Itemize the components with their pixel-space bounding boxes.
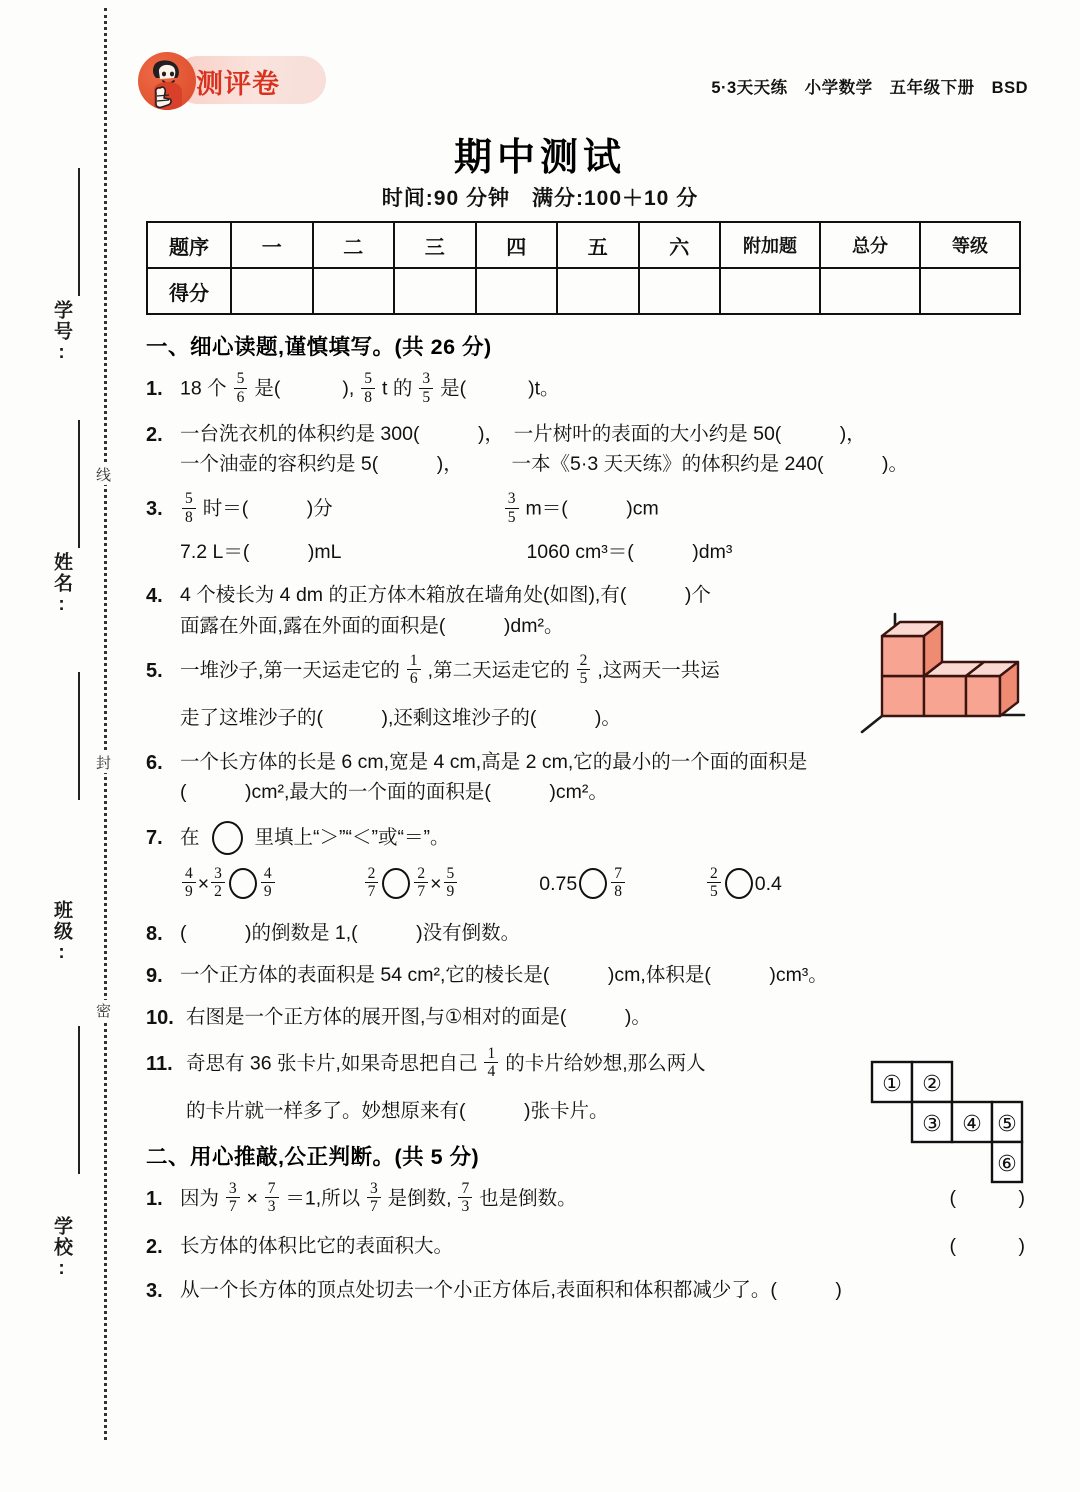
q3-part-c: 7.2 L＝( )mL	[180, 541, 342, 564]
fraction: $\frac{7}{3}$	[265, 1181, 279, 1215]
fraction: $\frac{5}{6}$	[234, 371, 248, 405]
margin-label-student-id: 学号:	[51, 300, 72, 365]
svg-text:①: ①	[882, 1072, 902, 1097]
q1-text-d: t 的	[382, 377, 413, 400]
write-line-4	[78, 1026, 80, 1174]
write-line-3	[78, 672, 80, 800]
operator: ×	[197, 873, 210, 896]
score-cell-2[interactable]	[313, 268, 395, 314]
fraction: $\frac{3}{5}$	[505, 491, 519, 525]
fraction: $\frac{3}{7}$	[367, 1181, 381, 1215]
score-table	[146, 221, 1021, 315]
question-1-1	[146, 370, 1026, 407]
operator: ×	[430, 873, 442, 896]
operator: ×	[246, 1187, 258, 1210]
q1-text-g: )t。	[528, 377, 560, 400]
score-cell-5[interactable]	[557, 268, 639, 314]
q6-line-2: ( )cm²,最大的一个面的面积是( )cm²。	[180, 781, 608, 804]
comparison-circle[interactable]	[579, 868, 607, 899]
score-cell-3[interactable]	[394, 268, 476, 314]
svg-text:⑥: ⑥	[997, 1152, 1017, 1177]
q10-line-1: 右图是一个正方体的展开图,与①相对的面是( )。	[186, 1005, 651, 1028]
q2-line-1: 一台洗衣机的体积约是 300( )， 一片树叶的表面的大小约是 50( )，	[180, 423, 866, 445]
col-header-grade: 等级	[920, 222, 1020, 268]
comparison-1	[180, 864, 277, 902]
svg-text:②: ②	[922, 1072, 942, 1097]
svg-text:⑤: ⑤	[997, 1112, 1017, 1137]
question-number: 3.	[146, 1279, 163, 1302]
question-number: 1.	[146, 378, 163, 400]
score-cell-total[interactable]	[820, 268, 920, 314]
question-number: 4.	[146, 585, 163, 608]
series-info: 5·3天天练 小学数学 五年级下册 BSD	[711, 79, 1028, 97]
question-number: 11.	[146, 1052, 173, 1075]
comparison-4	[705, 864, 782, 902]
brand-logo	[138, 52, 328, 108]
table-row-scores	[147, 268, 1020, 314]
row-label-question-order: 题序	[147, 222, 231, 268]
fraction: $\frac{5}{8}$	[361, 371, 375, 405]
question-number: 10.	[146, 1006, 174, 1029]
section-heading-1: 一、细心读题,谨慎填写。(共 26 分)	[146, 335, 492, 359]
write-line-2	[78, 420, 80, 548]
left-margin	[0, 0, 132, 1492]
answer-parenthesis[interactable]: ( )	[949, 1234, 1026, 1257]
q9-line-1: 一个正方体的表面积是 54 cm²,它的棱长是( )cm,体积是( )cm³。	[180, 963, 828, 986]
true-false-line	[180, 1231, 1026, 1261]
margin-label-name: 姓名:	[51, 552, 72, 617]
four-cubes-in-corner-figure	[852, 612, 1028, 745]
q1-text-a: 18 个	[180, 377, 227, 400]
s2q1-part-1: 因为	[180, 1187, 220, 1210]
question-number: 7.	[146, 826, 163, 849]
decimal-value: 0.75	[539, 873, 578, 896]
col-header-4: 四	[476, 222, 558, 268]
q1-text-e: 是(	[440, 377, 467, 400]
s2q1-part-3: ＝1,所以	[285, 1187, 361, 1210]
fraction: $\frac{3}{2}$	[211, 866, 225, 900]
fraction: $\frac{2}{5}$	[707, 866, 721, 900]
col-header-total: 总分	[820, 222, 920, 268]
q3-part-b: m＝( )cm	[525, 498, 659, 521]
comparison-row	[180, 864, 1026, 902]
comparison-2	[363, 864, 460, 902]
fraction: $\frac{4}{9}$	[261, 866, 275, 900]
col-header-1: 一	[231, 222, 313, 268]
question-number: 2.	[146, 424, 163, 446]
fraction: $\frac{3}{5}$	[419, 371, 433, 405]
q5-part-3: ,这两天一共运	[597, 659, 720, 682]
seal-char-feng: 封	[92, 752, 113, 773]
q3-part-a: 时＝( )分	[202, 498, 333, 521]
q11-line-2: 的卡片就一样多了。妙想原来有( )张卡片。	[186, 1099, 609, 1122]
q2-line-2: 一个油壶的容积约是 5( )， 一本《5·3 天天练》的体积约是 240( )。	[180, 453, 909, 476]
margin-label-class: 班级:	[51, 900, 72, 965]
q8-line-1: ( )的倒数是 1,( )没有倒数。	[180, 921, 521, 944]
answer-parenthesis[interactable]: ( )	[949, 1186, 1026, 1209]
seal-char-xian: 线	[92, 464, 113, 485]
q5-part-2: ,第二天运走它的	[427, 659, 570, 682]
s2q2-text: 长方体的体积比它的表面积大。	[180, 1234, 454, 1257]
col-header-bonus: 附加题	[720, 222, 820, 268]
fraction: $\frac{2}{7}$	[365, 866, 379, 900]
q7-prompt-a: 在	[180, 826, 200, 849]
svg-text:③: ③	[922, 1112, 942, 1137]
col-header-5: 五	[557, 222, 639, 268]
score-cell-4[interactable]	[476, 268, 558, 314]
s2q1-part-4: 是倒数,	[387, 1187, 452, 1210]
question-1-6	[146, 747, 1026, 807]
score-cell-grade[interactable]	[920, 268, 1020, 314]
col-header-6: 六	[639, 222, 721, 268]
col-header-3: 三	[394, 222, 476, 268]
q4-line-1: 4 个棱长为 4 dm 的正方体木箱放在墙角处(如图),有( )个	[180, 584, 711, 607]
question-number: 2.	[146, 1235, 163, 1258]
question-1-9	[146, 960, 1026, 992]
fraction: $\frac{1}{4}$	[484, 1046, 498, 1080]
q3-part-d: 1060 cm³＝( )dm³	[526, 541, 733, 564]
cube-net-figure	[866, 1058, 1026, 1191]
score-cell-6[interactable]	[639, 268, 721, 314]
q11-part-2: 的卡片给妙想,那么两人	[505, 1052, 706, 1075]
row-label-score: 得分	[147, 268, 231, 314]
q4-line-2: 面露在外面,露在外面的面积是( )dm²。	[180, 614, 564, 637]
exam-meta: 时间:90 分钟 满分:100＋10 分	[381, 187, 699, 210]
comparison-circle[interactable]	[382, 868, 410, 899]
seal-char-mi: 密	[92, 1000, 113, 1021]
question-1-2	[146, 419, 1026, 479]
fraction: $\frac{3}{7}$	[226, 1181, 240, 1215]
comparison-circle[interactable]	[229, 868, 257, 899]
score-cell-1[interactable]	[231, 268, 313, 314]
question-1-3	[146, 490, 1026, 568]
fraction: $\frac{2}{7}$	[414, 866, 428, 900]
question-number: 5.	[146, 659, 163, 682]
svg-text:④: ④	[962, 1112, 982, 1137]
fraction: $\frac{7}{8}$	[611, 866, 625, 900]
table-row-header	[147, 222, 1020, 268]
seal-dotted-line	[104, 8, 107, 1440]
fraction: $\frac{7}{3}$	[458, 1181, 472, 1215]
q5-part-1: 一堆沙子,第一天运走它的	[180, 659, 400, 682]
s2q1-part-5: 也是倒数。	[479, 1187, 577, 1210]
q6-line-1: 一个长方体的长是 6 cm,宽是 4 cm,高是 2 cm,它的最小的一个面的面积是	[180, 751, 808, 774]
q7-prompt-b: 里填上“＞”“＜”或“＝”。	[254, 826, 450, 849]
question-2-3	[146, 1275, 1026, 1307]
score-cell-bonus[interactable]	[720, 268, 820, 314]
decimal-value: 0.4	[754, 873, 782, 896]
q1-text-c: ),	[342, 377, 355, 400]
fraction: $\frac{1}{6}$	[407, 653, 421, 687]
col-header-2: 二	[313, 222, 395, 268]
question-number: 1.	[146, 1187, 163, 1210]
question-number: 6.	[146, 752, 163, 775]
comparison-circle[interactable]	[212, 821, 243, 855]
comparison-circle[interactable]	[725, 868, 753, 899]
fraction: $\frac{4}{9}$	[182, 866, 196, 900]
question-1-7	[146, 822, 1026, 902]
question-number: 8.	[146, 922, 163, 945]
question-1-10	[146, 1002, 1026, 1034]
section-heading-2: 二、用心推敲,公正判断。(共 5 分)	[146, 1144, 480, 1169]
question-number: 9.	[146, 964, 163, 987]
question-2-2	[146, 1231, 1026, 1263]
student-thumbsup-icon	[138, 52, 196, 110]
margin-label-school: 学校:	[51, 1216, 72, 1281]
fraction: $\frac{5}{8}$	[182, 491, 196, 525]
s2q3-text: 从一个长方体的顶点处切去一个小正方体后,表面积和体积都减少了。( )	[180, 1278, 842, 1301]
logo-badge-text: 测评卷	[196, 69, 280, 99]
q1-text-b: 是(	[254, 377, 281, 400]
comparison-3	[539, 864, 627, 902]
page-title: 期中测试	[453, 137, 626, 179]
fraction: $\frac{2}{5}$	[577, 653, 591, 687]
q5-line-2: 走了这堆沙子的( ),还剩这堆沙子的( )。	[180, 706, 621, 729]
q11-part-1: 奇思有 36 张卡片,如果奇思把自己	[186, 1052, 478, 1075]
question-1-8	[146, 918, 1026, 950]
fraction: $\frac{5}{9}$	[444, 866, 458, 900]
question-number: 3.	[146, 498, 163, 521]
